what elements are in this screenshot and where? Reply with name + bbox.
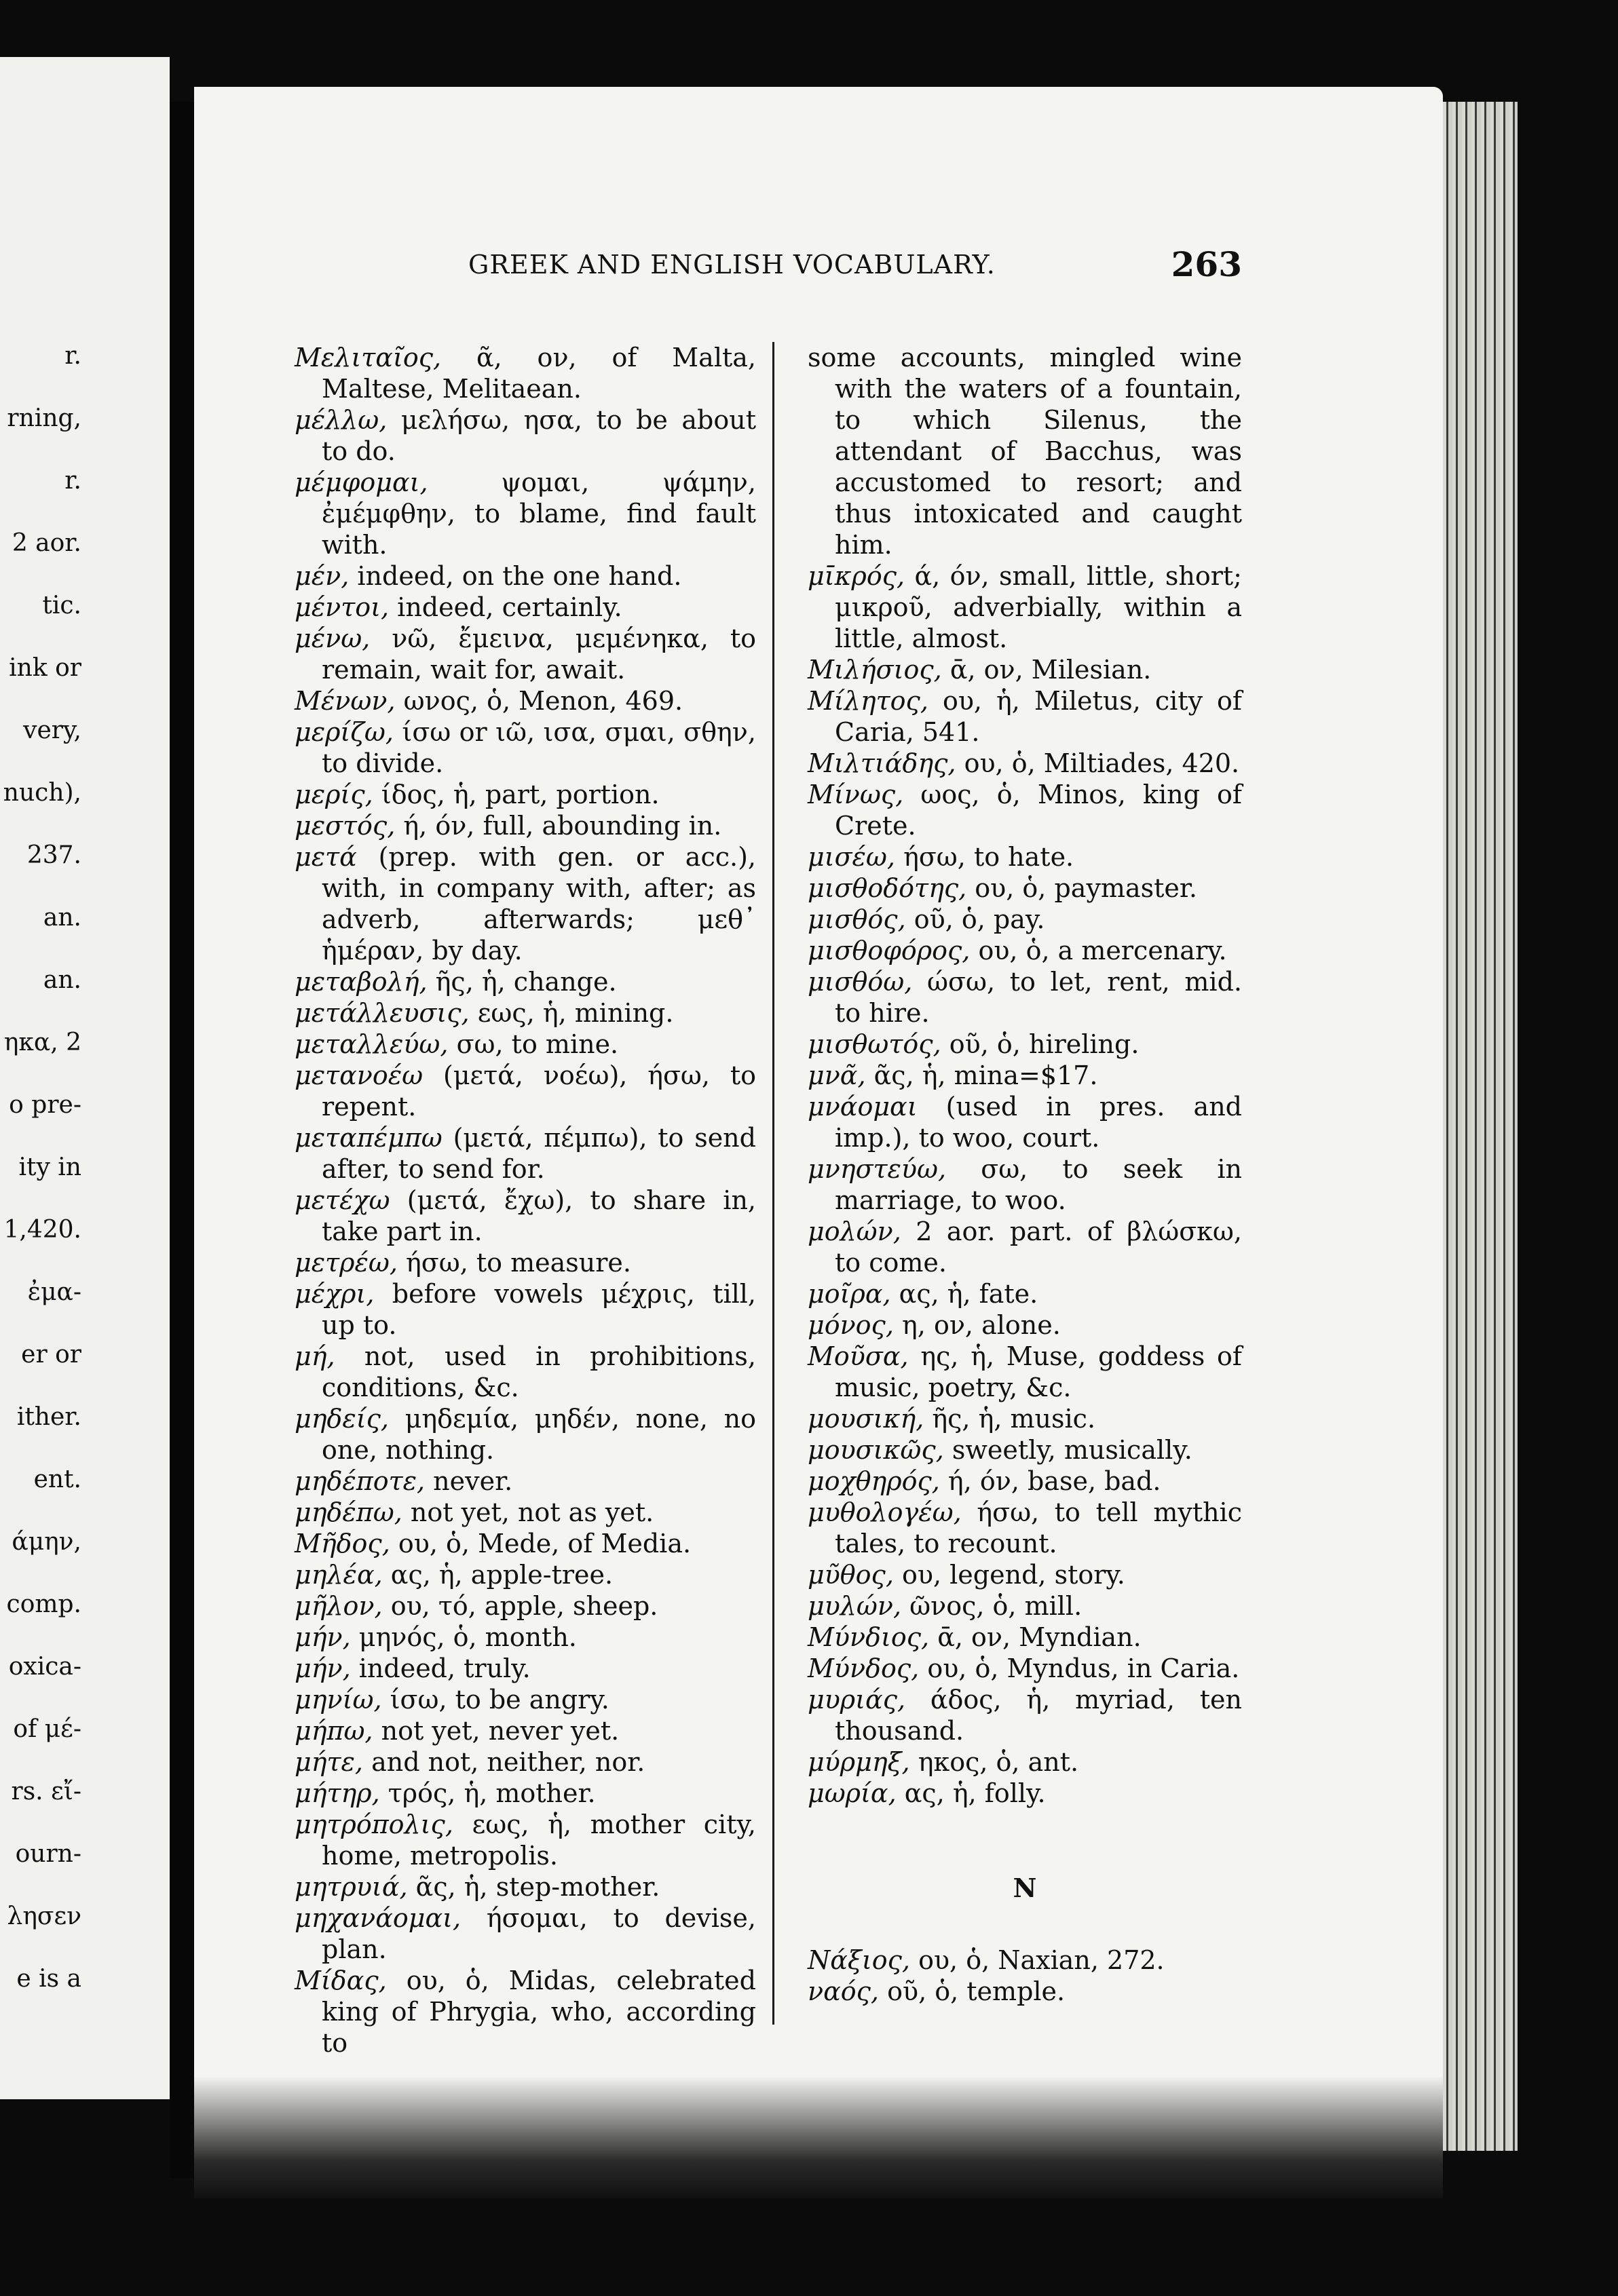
dictionary-entry xyxy=(808,1976,1242,2007)
entry-headword: Μελιταῖος, xyxy=(295,343,442,372)
dictionary-entry xyxy=(295,779,756,810)
dictionary-entry xyxy=(295,467,756,560)
entry-definition: σω, to seek in marriage, to woo. xyxy=(835,1154,1242,1215)
entry-definition: μηδεμία, μηδέν, none, no one, nothing. xyxy=(322,1404,756,1465)
dictionary-entry xyxy=(295,1497,756,1528)
entry-headword: μερίς, xyxy=(295,780,373,809)
left-column xyxy=(295,342,756,2059)
dictionary-entry xyxy=(808,1778,1242,1809)
entry-definition: νῶ, ἔμεινα, μεμένηκα, to remain, wait for, await. xyxy=(322,624,756,685)
entry-definition: η, ον, alone. xyxy=(902,1310,1061,1340)
dictionary-entry xyxy=(295,342,756,404)
left-page-line-fragment: er or xyxy=(21,1341,81,1369)
left-page-line-fragment: άμην, xyxy=(12,1528,81,1556)
dictionary-entry xyxy=(295,1684,756,1715)
entry-headword: ναός, xyxy=(808,1976,880,2006)
left-page-line-fragment: an. xyxy=(43,966,81,994)
entry-definition: ου, τό, apple, sheep. xyxy=(390,1591,658,1621)
dictionary-entry xyxy=(808,904,1242,935)
running-title: GREEK AND ENGLISH VOCABULARY. xyxy=(468,250,996,280)
entry-headword: μερίζω, xyxy=(295,717,394,747)
dictionary-entry xyxy=(295,841,756,966)
entry-definition: οῦ, ὁ, pay. xyxy=(914,904,1045,934)
entry-headword: μωρία, xyxy=(808,1778,897,1808)
dictionary-entry xyxy=(295,1715,756,1746)
left-page-line-fragment: rs. εἴ- xyxy=(11,1778,81,1805)
entry-definition: ας, ἡ, fate. xyxy=(899,1279,1038,1309)
entry-definition: (μετά, πέμπω), to send after, to send for. xyxy=(322,1123,756,1184)
dictionary-entry xyxy=(295,716,756,779)
dictionary-entry xyxy=(808,1590,1242,1622)
dictionary-entry xyxy=(295,1809,756,1871)
entry-headword: μηδείς, xyxy=(295,1404,389,1434)
dictionary-entry xyxy=(295,966,756,997)
entry-definition: ᾱ, ον, Milesian. xyxy=(949,655,1152,685)
entry-headword: μέχρι, xyxy=(295,1279,375,1309)
dictionary-entry xyxy=(295,1778,756,1809)
entry-definition: ήσω, to measure. xyxy=(406,1248,631,1278)
entry-headword: μήπω, xyxy=(295,1716,373,1746)
dictionary-entry xyxy=(808,1403,1242,1434)
dictionary-entry xyxy=(808,1278,1242,1309)
section-spacer xyxy=(808,1904,1242,1945)
section-spacer xyxy=(808,1809,1242,1873)
entry-definition: ή, όν, full, abounding in. xyxy=(403,811,722,841)
entry-definition: ᾶς, ἡ, mina=$17. xyxy=(873,1060,1098,1090)
entry-definition: ης, ἡ, Muse, goddess of music, poetry, &c. xyxy=(835,1341,1242,1402)
entry-definition: ή, όν, base, bad. xyxy=(947,1466,1161,1496)
dictionary-entry xyxy=(808,1309,1242,1341)
entry-definition: ᾱ, ον, Myndian. xyxy=(937,1622,1142,1652)
left-page-line-fragment: o pre- xyxy=(9,1091,81,1119)
entry-definition: not yet, never yet. xyxy=(381,1716,620,1746)
previous-page-fragment xyxy=(0,57,170,2099)
entry-definition: ῶνος, ὁ, mill. xyxy=(909,1591,1083,1621)
dictionary-entry xyxy=(808,935,1242,966)
dictionary-entry xyxy=(295,404,756,467)
entry-definition: ου, ἡ, Miletus, city of Caria, 541. xyxy=(835,686,1242,747)
entry-headword: μισθός, xyxy=(808,904,906,934)
page-edges xyxy=(1443,102,1518,2151)
left-page-line-fragment: ηκα, 2 xyxy=(3,1029,81,1056)
left-page-line-fragment: ent. xyxy=(33,1466,81,1493)
dictionary-entry xyxy=(295,1746,756,1778)
dictionary-entry xyxy=(295,1466,756,1497)
entry-definition: εως, ἡ, mother city, home, metropolis. xyxy=(322,1810,756,1871)
entry-definition: ου, ὁ, Midas, celebrated king of Phrygia, who, according to xyxy=(322,1966,756,2058)
left-page-line-fragment: an. xyxy=(43,904,81,932)
entry-headword: Μοῦσα, xyxy=(808,1341,909,1371)
entry-definition: 2 aor. part. of βλώσκω, to come. xyxy=(835,1217,1242,1278)
dictionary-entry xyxy=(808,1091,1242,1153)
entry-headword: Μίλητος, xyxy=(808,686,928,716)
entry-definition: ας, ἡ, folly. xyxy=(904,1778,1046,1808)
entry-headword: μουσικῶς, xyxy=(808,1435,944,1465)
entry-headword: μέμφομαι, xyxy=(295,467,428,497)
entry-definition: never. xyxy=(433,1466,513,1496)
entry-definition: ώσω, to let, rent, mid. to hire. xyxy=(835,967,1242,1028)
entry-definition: εως, ἡ, mining. xyxy=(477,998,674,1028)
entry-headword: μένω, xyxy=(295,624,371,653)
entry-definition: μελήσω, ησα, to be about to do. xyxy=(322,405,756,466)
dictionary-entry xyxy=(295,1341,756,1403)
entry-headword: μήν, xyxy=(295,1653,351,1683)
running-head xyxy=(278,244,1242,293)
entry-headword: μῦθος, xyxy=(808,1560,894,1590)
entry-headword: μυριάς, xyxy=(808,1685,906,1715)
entry-definition: ου, ὁ, Myndus, in Caria. xyxy=(927,1653,1240,1683)
entry-definition: μηνός, ὁ, month. xyxy=(358,1622,577,1652)
dictionary-entry xyxy=(295,1622,756,1653)
entry-definition: not yet, not as yet. xyxy=(410,1497,654,1527)
entry-definition: ου, ὁ, Miltiades, 420. xyxy=(964,748,1240,778)
dictionary-entry xyxy=(808,748,1242,779)
left-page-line-fragment: ἐμα- xyxy=(27,1278,81,1306)
entry-headword: μνάομαι xyxy=(808,1092,918,1122)
entry-headword: μετά xyxy=(295,842,357,872)
left-page-line-fragment: r. xyxy=(64,342,81,370)
entry-definition: ίδος, ἡ, part, portion. xyxy=(381,780,660,809)
left-page-line-fragment: rning, xyxy=(7,404,81,432)
entry-headword: μῑκρός, xyxy=(808,561,905,591)
entry-definition: ηκος, ὁ, ant. xyxy=(918,1747,1079,1777)
dictionary-entry xyxy=(295,1871,756,1902)
entry-definition: ίσω or ιῶ, ισα, σμαι, σθην, to divide. xyxy=(322,717,756,778)
dictionary-entry xyxy=(808,342,1242,560)
dictionary-entry xyxy=(808,1746,1242,1778)
dictionary-entry xyxy=(808,654,1242,685)
entry-definition: ωος, ὁ, Minos, king of Crete. xyxy=(835,780,1242,841)
entry-definition: ου, ὁ, Mede, of Media. xyxy=(398,1529,692,1558)
dictionary-entry xyxy=(295,623,756,685)
entry-definition: indeed, truly. xyxy=(358,1653,531,1683)
dictionary-entry xyxy=(808,1653,1242,1684)
entry-definition: ᾶ, ον, of Malta, Maltese, Melitaean. xyxy=(322,343,756,404)
dictionary-entry xyxy=(295,1965,756,2059)
left-page-line-fragment: tic. xyxy=(42,592,81,619)
entry-headword: Μῆδος, xyxy=(295,1529,390,1558)
section-letter: N xyxy=(1013,1873,1037,1903)
left-page-line-fragment: r. xyxy=(64,467,81,495)
entry-definition: (μετά, νοέω), ήσω, to repent. xyxy=(322,1060,756,1122)
entry-headword: Μίδας, xyxy=(295,1966,387,1995)
entry-definition: ωνος, ὁ, Menon, 469. xyxy=(403,686,683,716)
dictionary-entry xyxy=(295,592,756,623)
left-page-line-fragment: very, xyxy=(23,716,81,744)
dictionary-entry xyxy=(295,1653,756,1684)
entry-headword: μοχθηρός, xyxy=(808,1466,940,1496)
dictionary-entry xyxy=(808,1434,1242,1466)
entry-definition: some accounts, mingled wine with the waters of a fountain, to which Silenus, the attendant of Bacchus, was accustomed to resort; and thus intoxicated and caught him. xyxy=(808,343,1242,560)
dictionary-entry xyxy=(808,1466,1242,1497)
entry-headword: μοῖρα, xyxy=(808,1279,891,1309)
left-page-line-fragment: comp. xyxy=(6,1590,81,1618)
dictionary-entry xyxy=(295,1528,756,1559)
entry-headword: μολών, xyxy=(808,1217,901,1246)
dictionary-entry xyxy=(808,685,1242,748)
page-number: 263 xyxy=(1171,244,1242,284)
dictionary-entry xyxy=(808,1029,1242,1060)
entry-headword: μήτε, xyxy=(295,1747,363,1777)
dictionary-entry xyxy=(295,1122,756,1185)
entry-definition: άδος, ἡ, myriad, ten thousand. xyxy=(835,1685,1242,1746)
entry-definition: ου, ὁ, a mercenary. xyxy=(978,936,1227,965)
dictionary-entry xyxy=(808,1945,1242,1976)
left-page-line-fragment: 1,420. xyxy=(3,1216,81,1244)
dictionary-entry xyxy=(295,1029,756,1060)
entry-headword: Μίνως, xyxy=(808,780,904,809)
entry-headword: Μιλήσιος, xyxy=(808,655,942,685)
dictionary-entry xyxy=(808,1060,1242,1091)
entry-definition: ά, όν, small, little, short; μικροῦ, adverbially, within a little, almost. xyxy=(835,561,1242,653)
entry-headword: μεταλλεύω, xyxy=(295,1029,449,1059)
entry-headword: Μύνδος, xyxy=(808,1653,920,1683)
dictionary-entry xyxy=(808,841,1242,873)
dictionary-entry xyxy=(808,1684,1242,1746)
entry-headword: μισθοδότης, xyxy=(808,873,967,903)
dictionary-entry xyxy=(808,1216,1242,1278)
entry-headword: Μύνδιος, xyxy=(808,1622,930,1652)
entry-definition: οῦ, ὁ, temple. xyxy=(887,1976,1066,2006)
left-page-line-fragment: ity in xyxy=(18,1153,81,1181)
entry-headword: μῆλον, xyxy=(295,1591,383,1621)
entry-headword: μισθόω, xyxy=(808,967,913,997)
entry-definition: (used in pres. and imp.), to woo, court. xyxy=(835,1092,1242,1153)
dictionary-entry xyxy=(808,1497,1242,1559)
bottom-shadow xyxy=(194,2076,1443,2198)
entry-headword: μνᾶ, xyxy=(808,1060,866,1090)
entry-headword: μισθοφόρος, xyxy=(808,936,971,965)
entry-headword: μόνος, xyxy=(808,1310,894,1340)
entry-headword: μηνίω, xyxy=(295,1685,382,1715)
entry-headword: μέν, xyxy=(295,561,350,591)
entry-definition: ῆς, ἡ, change. xyxy=(435,967,617,997)
entry-definition: sweetly, musically. xyxy=(952,1435,1192,1465)
entry-definition: ψομαι, ψάμην, ἐμέμφθην, to blame, find fault with. xyxy=(322,467,756,560)
entry-headword: μήν, xyxy=(295,1622,351,1652)
entry-definition: ίσω, to be angry. xyxy=(390,1685,609,1715)
column-divider xyxy=(772,342,774,2025)
entry-headword: Νάξιος, xyxy=(808,1945,910,1975)
right-column xyxy=(808,342,1242,2007)
dictionary-entry xyxy=(808,1559,1242,1590)
left-page-line-fragment: ither. xyxy=(16,1403,81,1431)
left-page-line-fragment: 2 aor. xyxy=(12,529,81,557)
left-page-line-fragment: 237. xyxy=(26,841,81,869)
entry-definition: ήσομαι, to devise, plan. xyxy=(322,1903,756,1964)
dictionary-entry xyxy=(295,1185,756,1247)
left-page-line-fragment: λησεν xyxy=(7,1902,81,1930)
dictionary-entry xyxy=(295,1590,756,1622)
entry-definition: (μετά, ἔχω), to share in, take part in. xyxy=(322,1185,756,1246)
entry-headword: μηδέπω, xyxy=(295,1497,402,1527)
entry-headword: μεστός, xyxy=(295,811,396,841)
entry-headword: μουσική, xyxy=(808,1404,924,1434)
dictionary-entry xyxy=(295,685,756,716)
dictionary-entry xyxy=(295,1403,756,1466)
entry-definition: (prep. with gen. or acc.), with, in company with, after; as adverb, afterwards; μεθ᾽ ἡμέραν, by day. xyxy=(322,842,756,965)
left-page-line-fragment: ourn- xyxy=(15,1840,81,1868)
dictionary-entry xyxy=(295,997,756,1029)
entry-headword: μή, xyxy=(295,1341,335,1371)
dictionary-entry xyxy=(808,1341,1242,1403)
entry-definition: ήσω, to hate. xyxy=(903,842,1074,872)
entry-definition: indeed, on the one hand. xyxy=(357,561,682,591)
entry-headword: μηδέποτε, xyxy=(295,1466,426,1496)
left-page-line-fragment: e is a xyxy=(16,1965,81,1993)
entry-headword: μετάλλευσις, xyxy=(295,998,470,1028)
left-page-line-fragment: oxica- xyxy=(8,1653,81,1681)
entry-definition: not, used in prohibitions, conditions, &c. xyxy=(322,1341,756,1402)
entry-definition: indeed, certainly. xyxy=(397,592,622,622)
entry-definition: ου, ὁ, Naxian, 272. xyxy=(918,1945,1165,1975)
entry-headword: μετρέω, xyxy=(295,1248,398,1278)
dictionary-entry xyxy=(808,779,1242,841)
entry-definition: ῆς, ἡ, music. xyxy=(932,1404,1096,1434)
dictionary-entry xyxy=(808,966,1242,1029)
entry-definition: ας, ἡ, apple-tree. xyxy=(390,1560,614,1590)
left-page-line-fragment: ink or xyxy=(9,654,81,682)
entry-headword: μετέχω xyxy=(295,1185,390,1215)
dictionary-entry xyxy=(295,1902,756,1965)
entry-headword: μετανοέω xyxy=(295,1060,424,1090)
entry-headword: μυθολογέω, xyxy=(808,1497,962,1527)
entry-definition: σω, to mine. xyxy=(456,1029,619,1059)
dictionary-entry xyxy=(808,1622,1242,1653)
dictionary-entry xyxy=(808,873,1242,904)
entry-definition: before vowels μέχρις, till, up to. xyxy=(322,1279,756,1340)
dictionary-entry xyxy=(295,1559,756,1590)
entry-headword: μυλών, xyxy=(808,1591,902,1621)
entry-headword: μήτηρ, xyxy=(295,1778,380,1808)
entry-headword: μητρόπολις, xyxy=(295,1810,453,1839)
entry-headword: μνηστεύω, xyxy=(808,1154,947,1184)
entry-headword: Μιλτιάδης, xyxy=(808,748,956,778)
dictionary-entry xyxy=(295,1247,756,1278)
dictionary-entry xyxy=(808,560,1242,654)
entry-headword: μισθωτός, xyxy=(808,1029,941,1059)
entry-definition: ᾶς, ἡ, step-mother. xyxy=(415,1872,660,1902)
dictionary-entry xyxy=(295,1060,756,1122)
dictionary-entry xyxy=(808,1153,1242,1216)
entry-headword: μύρμηξ, xyxy=(808,1747,910,1777)
entry-headword: Μένων, xyxy=(295,686,396,716)
dictionary-entry xyxy=(295,810,756,841)
entry-headword: μητρυιά, xyxy=(295,1872,408,1902)
dictionary-entry xyxy=(295,1278,756,1341)
entry-headword: μέντοι, xyxy=(295,592,390,622)
entry-headword: μισέω, xyxy=(808,842,895,872)
entry-definition: and not, neither, nor. xyxy=(371,1747,645,1777)
entry-definition: ήσω, to tell mythic tales, to recount. xyxy=(835,1497,1242,1558)
dictionary-entry xyxy=(295,560,756,592)
entry-headword: μεταβολή, xyxy=(295,967,428,997)
entry-definition: ου, ὁ, paymaster. xyxy=(975,873,1197,903)
left-page-line-fragment: nuch), xyxy=(3,779,81,807)
left-page-line-fragment: of μέ- xyxy=(13,1715,81,1743)
entry-headword: μηλέα, xyxy=(295,1560,383,1590)
entry-definition: ου, legend, story. xyxy=(902,1560,1125,1590)
entry-headword: μεταπέμπω xyxy=(295,1123,443,1153)
entry-definition: οῦ, ὁ, hireling. xyxy=(949,1029,1140,1059)
entry-headword: μέλλω, xyxy=(295,405,388,435)
book-gutter xyxy=(170,102,194,2178)
entry-definition: τρός, ἡ, mother. xyxy=(388,1778,596,1808)
entry-headword: μηχανάομαι, xyxy=(295,1903,462,1933)
